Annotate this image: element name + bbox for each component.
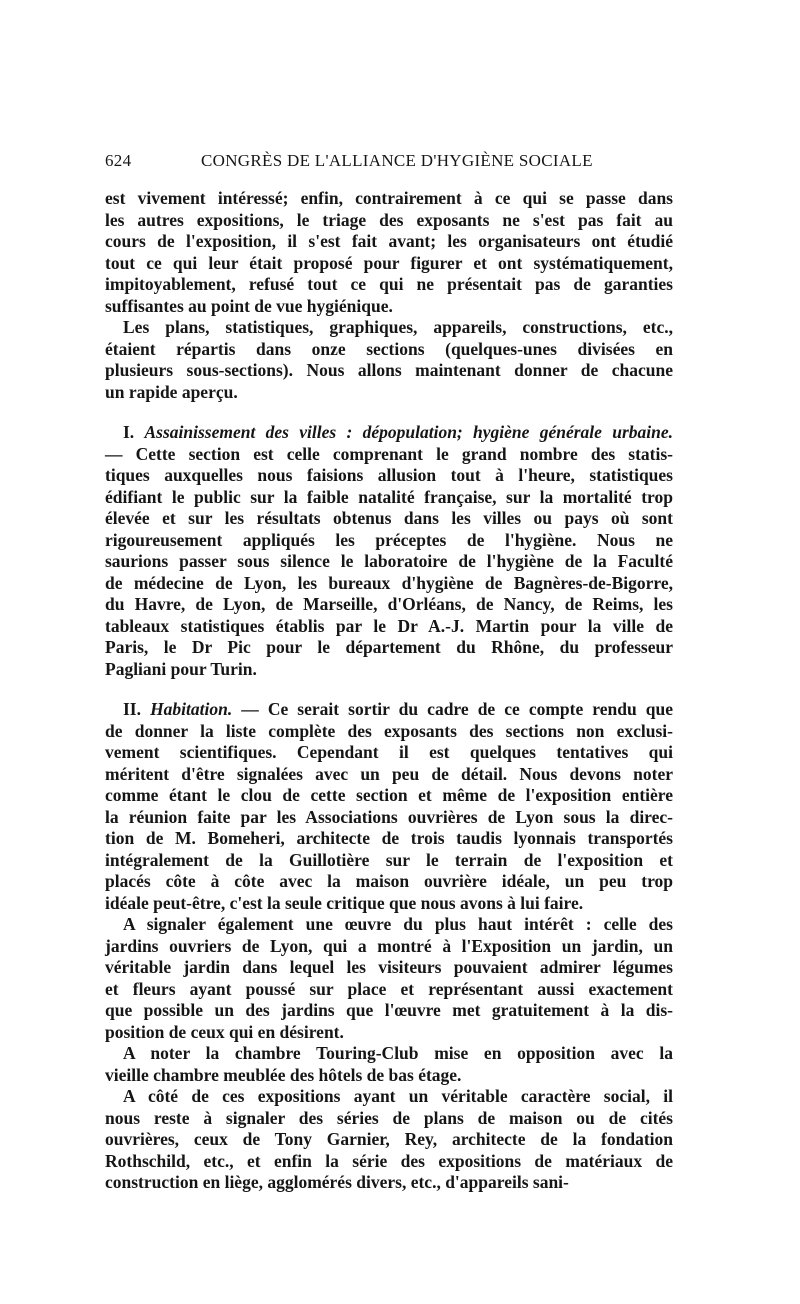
text-line <box>105 1022 673 1044</box>
line-text: la réunion faite par les Associations ouvrières de Lyon sous la direc- <box>105 806 673 827</box>
line-text: que possible un des jardins que l'œuvre met gratuitement à la dis- <box>105 1000 673 1020</box>
paragraph <box>105 188 673 317</box>
text-line <box>105 1129 673 1151</box>
line-text: les autres expositions, le triage des exposants ne s'est pas fait au <box>105 209 673 230</box>
line-text: Pagliani pour Turin. <box>105 658 257 679</box>
text-line <box>105 699 673 721</box>
line-text: vement scientifiques. Cependant il est quelques tentatives qui <box>105 742 673 762</box>
text-line <box>105 422 673 444</box>
text-line <box>105 1043 673 1065</box>
line-text: cours de l'exposition, il s'est fait avant; les organisateurs ont étudié <box>105 231 673 251</box>
line-text: vieille chambre meublée des hôtels de bas étage. <box>105 1064 462 1085</box>
line-text: — Cette section est celle comprenant le grand nombre des statis- <box>105 443 673 464</box>
line-text: rigoureusement appliqués les préceptes de l'hygiène. Nous ne <box>105 529 673 550</box>
paragraph <box>105 914 673 1043</box>
line-text: Les plans, statistiques, graphiques, appareils, constructions, etc., <box>123 317 673 337</box>
text-line <box>105 828 673 850</box>
line-text: du Havre, de Lyon, de Marseille, d'Orléans, de Nancy, de Reims, les <box>105 594 673 614</box>
line-text: impitoyablement, refusé tout ce qui ne présentait pas de garanties <box>105 274 673 294</box>
text-line <box>105 296 673 318</box>
paragraph <box>105 422 673 680</box>
line-text: placés côte à côte avec la maison ouvrière idéale, un peu trop <box>105 871 673 891</box>
text-line <box>105 764 673 786</box>
paragraph <box>105 1043 673 1086</box>
text-line <box>105 637 673 659</box>
text-line <box>105 936 673 958</box>
text-line <box>105 573 673 595</box>
line-text: I. <box>123 422 145 442</box>
text-line <box>105 339 673 361</box>
line-text: tableaux statistiques établis par le Dr A.-J. Martin pour la ville de <box>105 615 673 636</box>
text-line <box>105 1000 673 1022</box>
line-text: saurions passer sous silence le laboratoire de l'hygiène de la Faculté <box>105 551 673 571</box>
line-text: méritent d'être signalées avec un peu de détail. Nous devons noter <box>105 763 673 784</box>
line-text: A côté de ces expositions ayant un véritable caractère social, il <box>123 1086 673 1106</box>
paragraph <box>105 317 673 403</box>
text-line <box>105 957 673 979</box>
line-text: de donner la liste complète des exposants des sections non exclusi- <box>105 720 673 741</box>
text-line <box>105 871 673 893</box>
text-line <box>105 594 673 616</box>
paragraph-gap <box>105 680 673 699</box>
line-text: position de ceux qui en désirent. <box>105 1021 344 1042</box>
text-line <box>105 210 673 232</box>
text-line <box>105 231 673 253</box>
text-line <box>105 914 673 936</box>
paragraph <box>105 699 673 914</box>
text-line <box>105 850 673 872</box>
text-line <box>105 465 673 487</box>
line-text: Rothschild, etc., et enfin la série des expositions de matériaux de <box>105 1150 673 1171</box>
text-line <box>105 785 673 807</box>
line-text: jardins ouvriers de Lyon, qui a montré à l'Exposition un jardin, un <box>105 935 673 956</box>
line-text: édifiant le public sur la faible natalité française, sur la mortalité trop <box>105 486 673 507</box>
line-text: ouvrières, ceux de Tony Garnier, Rey, architecte de la fondation <box>105 1129 673 1149</box>
paragraph <box>105 1086 673 1194</box>
line-text: intégralement de la Guillotière sur le terrain de l'exposition et <box>105 849 673 870</box>
line-text: véritable jardin dans lequel les visiteurs pouvaient admirer légumes <box>105 957 673 977</box>
text-line <box>105 508 673 530</box>
line-text: est vivement intéressé; enfin, contrairement à ce qui se passe dans <box>105 188 673 208</box>
italic-heading: Habitation. <box>150 699 233 719</box>
text-line <box>105 317 673 339</box>
line-text: élevée et sur les résultats obtenus dans les villes ou pays où sont <box>105 508 673 528</box>
text-line <box>105 616 673 638</box>
line-text: tion de M. Bomeheri, architecte de trois taudis lyonnais transportés <box>105 828 673 848</box>
line-text: plusieurs sous-sections). Nous allons maintenant donner de chacune <box>105 360 673 380</box>
italic-heading: Assainissement des villes : dépopulation; hygiène générale urbaine. <box>144 422 673 442</box>
text-line <box>105 274 673 296</box>
text-line <box>105 807 673 829</box>
text-line <box>105 659 673 681</box>
text-line <box>105 1086 673 1108</box>
text-line <box>105 551 673 573</box>
line-text: II. <box>123 699 151 719</box>
line-text: Paris, le Dr Pic pour le département du Rhône, du professeur <box>105 637 673 657</box>
line-text-after: — Ce serait sortir du cadre de ce compte rendu que <box>232 699 674 719</box>
text-line <box>105 530 673 552</box>
text-line <box>105 444 673 466</box>
line-text: un rapide aperçu. <box>105 381 238 402</box>
text-line <box>105 1065 673 1087</box>
text-line <box>105 253 673 275</box>
line-text: comme étant le clou de cette section et même de l'exposition entière <box>105 785 673 805</box>
text-line <box>105 979 673 1001</box>
line-text: idéale peut-être, c'est la seule critique que nous avons à lui faire. <box>105 892 584 913</box>
text-line <box>105 382 673 404</box>
page-number: 624 <box>105 151 132 170</box>
line-text: nous reste à signaler des séries de plans de maison ou de cités <box>105 1107 673 1128</box>
line-text: A signaler également une œuvre du plus haut intérêt : celle des <box>123 914 673 934</box>
text-line <box>105 1108 673 1130</box>
line-text: A noter la chambre Touring-Club mise en opposition avec la <box>123 1043 673 1063</box>
running-title: CONGRÈS DE L'ALLIANCE D'HYGIÈNE SOCIALE <box>201 151 593 170</box>
line-text: suffisantes au point de vue hygiénique. <box>105 295 393 316</box>
text-line <box>105 1172 673 1194</box>
line-text: de médecine de Lyon, les bureaux d'hygiène de Bagnères-de-Bigorre, <box>105 572 673 593</box>
text-line <box>105 742 673 764</box>
line-text: étaient répartis dans onze sections (quelques-unes divisées en <box>105 338 673 359</box>
line-text: construction en liège, agglomérés divers, etc., d'appareils sani- <box>105 1172 569 1192</box>
line-text: et fleurs ayant poussé sur place et représentant aussi exactement <box>105 978 673 999</box>
paragraph-gap <box>105 403 673 422</box>
line-text: tiques auxquelles nous faisions allusion tout à l'heure, statistiques <box>105 465 673 485</box>
text-line <box>105 893 673 915</box>
page-body <box>105 188 673 1194</box>
text-line <box>105 1151 673 1173</box>
text-line <box>105 721 673 743</box>
text-line <box>105 188 673 210</box>
text-line <box>105 487 673 509</box>
line-text: tout ce qui leur était proposé pour figurer et ont systématiquement, <box>105 252 673 273</box>
text-line <box>105 360 673 382</box>
